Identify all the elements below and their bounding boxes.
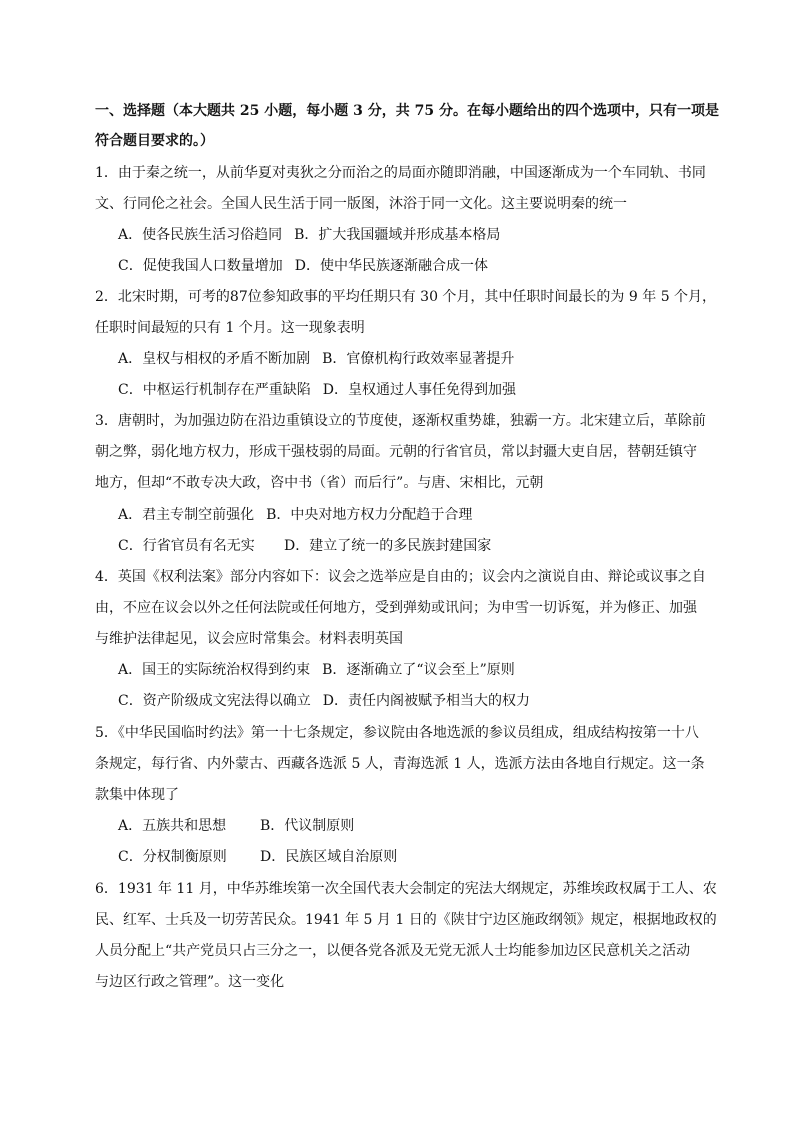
question-6-stem: 民、红军、士兵及一切劳苦民众。1941 年 5 月 1 日的《陕甘宁边区施政纲领》规定，根据地政权的: [95, 912, 717, 928]
option-a[interactable]: A．国王的实际统治权得到约束: [118, 662, 311, 678]
option-c[interactable]: C．中枢运行机制存在严重缺陷: [118, 382, 311, 398]
question-3-stem: 地方，但却“不敢专决大政，咨中书（省）而后行”。与唐、宋相比，元朝: [95, 475, 544, 491]
question-3-stem: 3．唐朝时，为加强边防在沿边重镇设立的节度使，逐渐权重势雄，独霸一方。北宋建立后，革除前: [95, 413, 706, 429]
option-b[interactable]: B．代议制原则: [260, 818, 355, 834]
question-4-stem: 与维护法律起见，议会应时常集会。材料表明英国: [95, 631, 403, 647]
question-5-options-row: [118, 847, 397, 867]
question-2-stem: 任职时间最短的只有 1 个月。这一现象表明: [95, 320, 365, 336]
option-c[interactable]: C．行省官员有名无实: [118, 538, 255, 554]
question-4-stem: 4．英国《权利法案》部分内容如下：议会之选举应是自由的；议会内之演说自由、辩论或议事之自: [95, 569, 706, 585]
question-3-stem: 朝之弊，弱化地方权力，形成干强枝弱的局面。元朝的行省官员，常以封疆大吏自居，替朝廷镇守: [95, 444, 697, 460]
question-2-options-row: [118, 349, 514, 369]
option-d[interactable]: D．皇权通过人事任免得到加强: [322, 382, 516, 398]
option-b[interactable]: B．扩大我国疆域并形成基本格局: [294, 227, 501, 243]
option-a[interactable]: A．使各民族生活习俗趋同: [118, 227, 283, 243]
section-heading: 一、选择题（本大题共 25 小题，每小题 3 分，共 75 分。在每小题给出的四个选项中，只有一项是: [95, 103, 719, 119]
option-c[interactable]: C．促使我国人口数量增加: [118, 258, 283, 274]
option-b[interactable]: B．官僚机构行政效率显著提升: [322, 351, 515, 367]
question-2-options-row: [118, 380, 516, 400]
question-4-options-row: [118, 691, 530, 711]
section-heading-cont: 符合题目要求的。）: [95, 133, 214, 149]
question-4-options-row: [118, 660, 515, 680]
question-4-stem: 由，不应在议会以外之任何法院或任何地方，受到弹劾或讯问；为申雪一切诉冤，并为修正、加强: [95, 600, 697, 616]
question-6-stem: 人员分配上“共产党员只占三分之一，以便各党各派及无党无派人士均能参加边区民意机关之活动: [95, 943, 691, 959]
question-3-options-row: [118, 536, 491, 556]
option-c[interactable]: C．资产阶级成文宪法得以确立: [118, 693, 311, 709]
question-3-options-row: [118, 505, 472, 525]
option-b[interactable]: B．逐渐确立了“议会至上”原则: [322, 662, 515, 678]
option-d[interactable]: D．使中华民族逐渐融合成一体: [294, 258, 488, 274]
option-a[interactable]: A．皇权与相权的矛盾不断加剧: [118, 351, 311, 367]
question-5-stem: 5．《中华民国临时约法》第一十七条规定，参议院由各地选派的参议员组成，组成结构按第一十八: [95, 725, 699, 741]
option-a[interactable]: A．君主专制空前强化: [118, 507, 255, 523]
question-5-stem: 款集中体现了: [95, 787, 179, 803]
question-6-stem: 与边区行政之管理”。这一变化: [95, 974, 285, 990]
option-a[interactable]: A．五族共和思想: [118, 818, 227, 834]
question-5-stem: 条规定，每行省、内外蒙古、西藏各选派 5 人，青海选派 1 人，选派方法由各地自行规定。这一条: [95, 756, 705, 772]
option-d[interactable]: D．责任内阁被赋予相当大的权力: [322, 693, 530, 709]
question-1-stem: 1．由于秦之统一，从前华夏对夷狄之分而治之的局面亦随即消融，中国逐渐成为一个车同轨、书同: [95, 165, 706, 181]
question-2-stem: 2．北宋时期，可考的87位参知政事的平均任期只有 30 个月，其中任职时间最长的为 9 年 5 个月，: [95, 289, 717, 305]
option-d[interactable]: D．民族区域自治原则: [260, 849, 398, 865]
option-c[interactable]: C．分权制衡原则: [118, 849, 227, 865]
option-d[interactable]: D．建立了统一的多民族封建国家: [284, 538, 492, 554]
question-1-stem: 文、行同伦之社会。全国人民生活于同一版图，沐浴于同一文化。这主要说明秦的统一: [95, 196, 627, 212]
question-6-stem: 6．1931 年 11 月，中华苏维埃第一次全国代表大会制定的宪法大纲规定，苏维埃政权属于工人、农: [95, 881, 717, 897]
question-1-options-row: [118, 256, 488, 276]
question-1-options-row: [118, 225, 500, 245]
option-b[interactable]: B．中央对地方权力分配趋于合理: [266, 507, 473, 523]
question-5-options-row: [118, 816, 354, 836]
